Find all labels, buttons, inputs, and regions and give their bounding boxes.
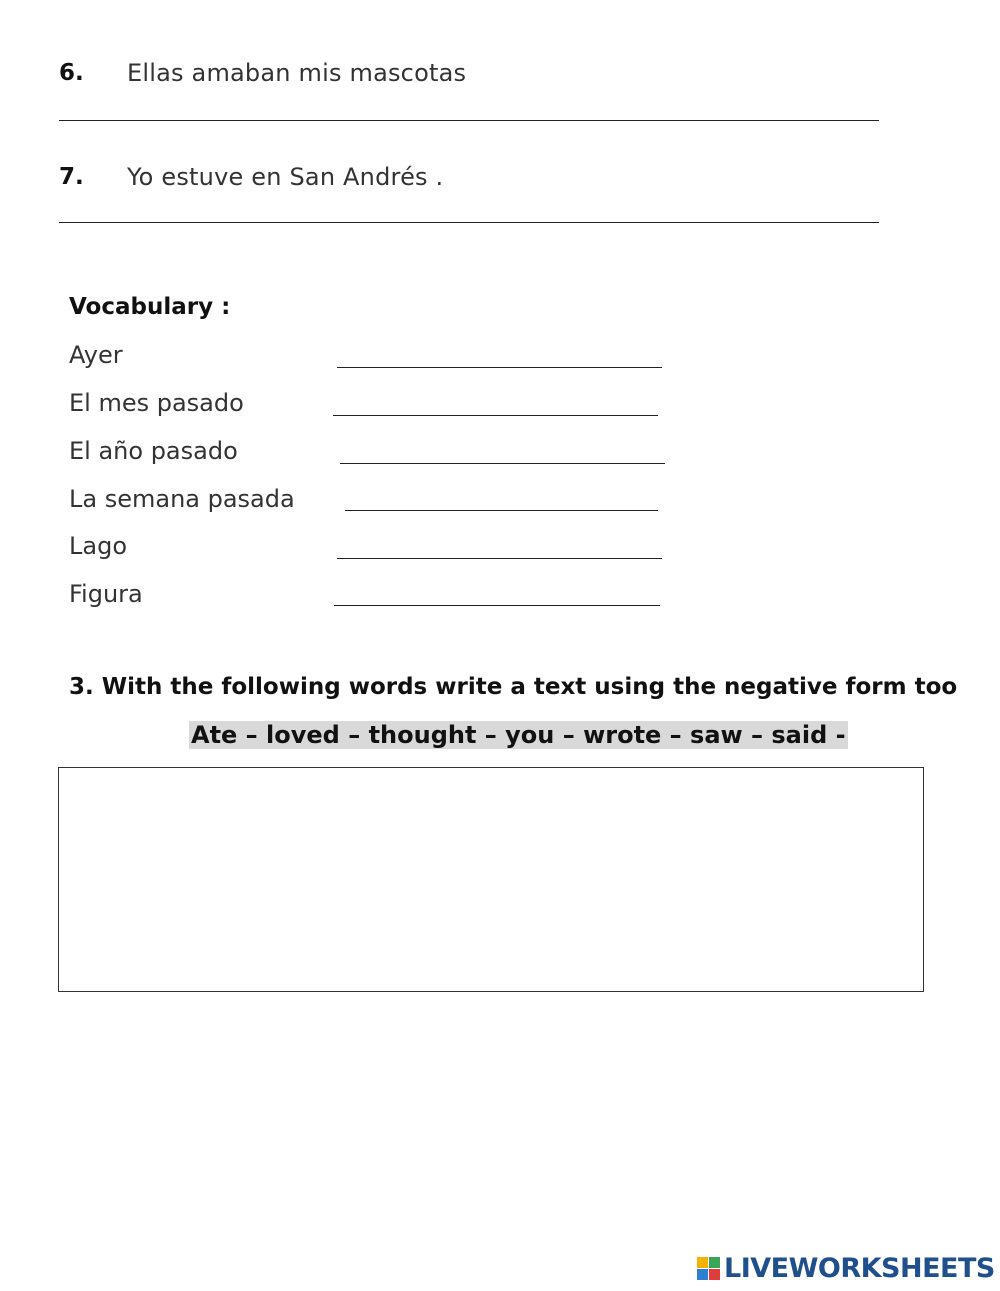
question-number: 6. [59, 60, 84, 86]
answer-line[interactable] [59, 120, 879, 121]
section-title: 3. With the following words write a text using the negative form too [69, 674, 958, 700]
logo-text: LIVEWORKSHEETS [724, 1253, 995, 1284]
vocab-word: Figura [69, 580, 143, 608]
logo-mark-square [709, 1257, 720, 1268]
vocab-answer-line[interactable] [345, 510, 658, 511]
answer-line[interactable] [59, 222, 879, 223]
vocab-answer-line[interactable] [334, 605, 660, 606]
logo-mark-square [697, 1257, 708, 1268]
vocab-word: El año pasado [69, 437, 238, 465]
word-bank: Ate – loved – thought – you – wrote – saw – said - [191, 721, 846, 749]
vocab-answer-line[interactable] [337, 558, 662, 559]
vocab-answer-line[interactable] [333, 415, 658, 416]
question-text: Yo estuve en San Andrés . [127, 163, 444, 191]
logo-mark-icon [697, 1257, 720, 1280]
vocabulary-title: Vocabulary : [69, 294, 231, 320]
vocab-word: El mes pasado [69, 389, 244, 417]
question-text: Ellas amaban mis mascotas [127, 59, 467, 87]
question-number: 7. [59, 164, 84, 190]
vocab-answer-line[interactable] [337, 367, 662, 368]
text-answer-box[interactable] [58, 767, 924, 992]
logo-mark-square [697, 1269, 708, 1280]
vocab-word: Lago [69, 532, 127, 560]
logo-mark-square [709, 1269, 720, 1280]
vocab-word: La semana pasada [69, 485, 295, 513]
liveworksheets-logo [697, 1253, 995, 1284]
vocab-answer-line[interactable] [340, 463, 665, 464]
vocab-word: Ayer [69, 341, 123, 369]
